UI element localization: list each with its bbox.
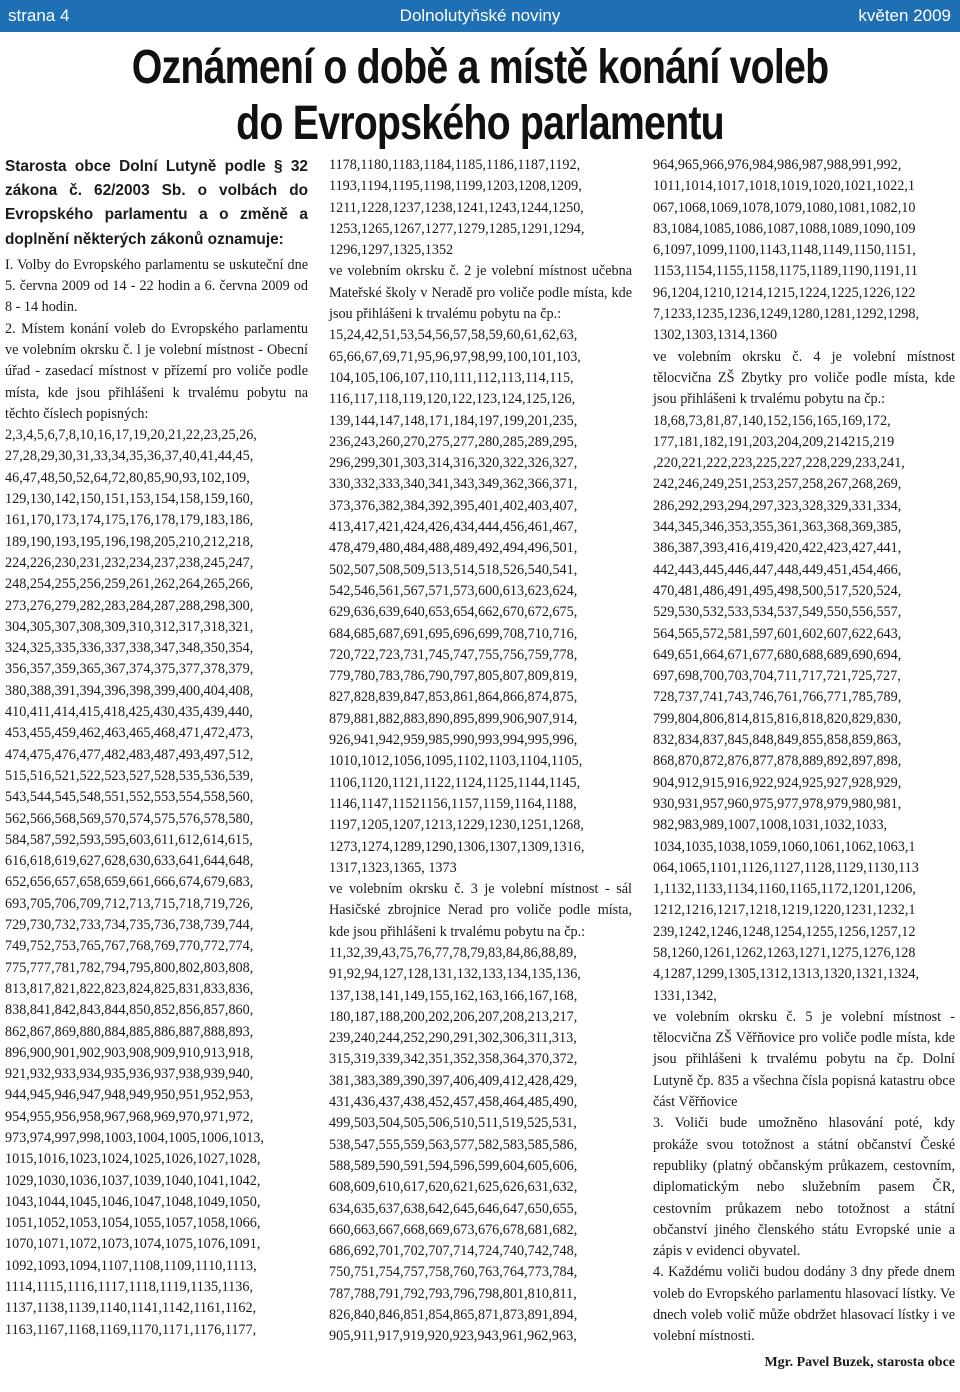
column-2 [329,155,632,1348]
house-numbers-district-3: 11,32,39,43,75,76,77,78,79,83,84,86,88,89, 91,92,94,127,128,131,132,133,134,135,136, 137,138,141,149,155,162,163,166,167,168, 180,187,188,200,202,206,207,208,213,217, 239,240,244,252,290,291,302,306,311,313, 315,319,339,342,351,352,358,364,370,372, 381,383,389,390,397,406,409,412,428,429, 431,436,437,438,452,457,458,464,485,490, 499,503,504,505,506,510,511,519,525,531, 538,547,555,559,563,577,582,583,585,586, 588,589,590,591,594,596,599,604,605,606, 608,609,610,617,620,621,625,626,631,632, 634,635,637,638,642,645,646,647,650,655, 660,663,667,668,669,673,676,678,681,682, 686,692,701,702,707,714,724,740,742,748, 750,751,754,757,758,760,763,764,773,784, 787,788,791,792,793,796,798,801,810,811, 826,840,846,851,854,865,871,873,891,894, 905,911,917,919,920,923,943,961,962,963, [329,944,581,1345]
issue-date: květen 2009 [858,6,951,25]
page-number: strana 4 [8,6,70,25]
signature: Mgr. Pavel Buzek, starosta obce [764,1354,955,1370]
district-2-location: ve volebním okrsku č. 2 je volební místnost učebna Mateřské školy v Neradě pro voliče podle místa, kde jsou přihlášeni k trvalému pobytu na čp.: [329,263,632,323]
house-numbers-district-1-cont: 1178,1180,1183,1184,1185,1186,1187,1192, 1193,1194,1195,1198,1199,1203,1208,1209, 1211,1228,1237,1238,1241,1243,1244,1250, 1253,1265,1267,1277,1279,1285,1291,1294, 1296,1297,1325,1352 [329,157,585,259]
newspaper-name: Dolnolutyňské noviny [399,6,561,25]
paragraph-2: 2. Místem konání voleb do Evropského parlamentu ve volebním okrsku č. l je volební místnost - Obecní úřad - zasedací místnost v přízemí pro voliče podle místa, kde jsou přihlášeni k trvalému pobytu na těchto číslech popisných: [5,320,308,422]
district-5-location: ve volebním okrsku č. 5 je volební místnost - tělocvična ZŠ Věřňovice pro voliče podle místa, kde jsou přihlášeni k trvalému pobytu na čp. Dolní Lutyně čp. 835 a všechna čísla popisná katastru obce část Věřňovice [653,1008,955,1111]
intro-paragraph: Starosta obce Dolní Lutyně podle § 32 zákona č. 62/2003 Sb. o volbách do Evropského parlamentu a o změně a doplnění některých zákonů oznamuje: [5,158,308,248]
paragraph-4: 4. Každému voliči budou dodány 3 dny přede dnem voleb do Evropského parlamentu hlasovací lístky. Ve dnech voleb volič může obdržet hlasovací lístky i ve volební místnosti. [653,1264,955,1345]
article-headline [86,40,873,152]
column-1 [5,155,308,1341]
paragraph-1: I. Volby do Evropského parlamentu se uskuteční dne 5. června 2009 od 14 - 22 hodin a 6. června 2009 od 8 - 14 hodin. [5,256,308,316]
house-numbers-district-3-cont: 964,965,966,976,984,986,987,988,991,992, 1011,1014,1017,1018,1019,1020,1021,1022,1 067,1068,1069,1078,1079,1080,1081,1082,10 83,1084,1085,1086,1087,1088,1089,1090,109 6,1097,1099,1100,1143,1148,1149,1150,1151, 1153,1154,1155,1158,1175,1189,1190,1191,11 96,1204,1210,1214,1215,1224,1225,1226,122 7,1233,1235,1236,1249,1280,1281,1292,1298, 1302,1303,1314,1360 [653,157,920,344]
headline-line-1: Oznámení o době a místě konání voleb [131,41,829,94]
district-3-location: ve volebním okrsku č. 3 je volební místnost - sál Hasičské zbrojnice Nerad pro voliče podle místa, kde jsou přihlášeni k trvalému pobytu na čp.: [329,881,632,940]
paragraph-3: 3. Voliči bude umožněno hlasování poté, kdy prokáže svou totožnost a státní občanství České republiky (platný občanským průkazem, cestovním, diplomatickým nebo služebním pasem ČR, cestovním průkazem nebo totožnost a státní občanství jiného členského státu Evropské unie a zápis v evidenci obyvatel. [653,1115,955,1260]
district-4-location: ve volebním okrsku č. 4 je volební místnost tělocvična ZŠ Zbytky pro voliče podle místa, kde jsou přihlášeni k trvalému pobytu na čp.: [653,348,955,408]
house-numbers-district-2: 15,24,42,51,53,54,56,57,58,59,60,61,62,63, 65,66,67,69,71,95,96,97,98,99,100,101,103, 104,105,106,107,110,111,112,113,114,115, 116,117,118,119,120,122,123,124,125,126, 139,144,147,148,171,184,197,199,201,235, 236,243,260,270,275,277,280,285,289,295, 296,299,301,303,314,316,320,322,326,327, 330,332,333,340,341,343,349,362,366,371, 373,376,382,384,392,395,401,402,403,407, 413,417,421,424,426,434,444,456,461,467, 478,479,480,484,488,489,492,494,496,501, 502,507,508,509,513,514,518,526,540,541, 542,546,561,567,571,573,600,613,623,624, 629,636,639,640,653,654,662,670,672,675, 684,685,687,691,695,696,699,708,710,716, 720,722,723,731,745,747,755,756,759,778, 779,780,783,786,790,797,805,807,809,819, 827,828,839,847,853,861,864,866,874,875, 879,881,882,883,890,895,899,906,907,914, 926,941,942,959,985,990,993,994,995,996, 1010,1012,1056,1095,1102,1103,1104,1105, 1106,1120,1121,1122,1124,1125,1144,1145, 1146,1147,11521156,1157,1159,1164,1188, 1197,1205,1207,1213,1229,1230,1251,1268, 1273,1274,1289,1290,1306,1307,1309,1316, 1317,1323,1365, 1373 [329,327,585,876]
house-numbers-district-1: 2,3,4,5,6,7,8,10,16,17,19,20,21,22,23,25,26, 27,28,29,30,31,33,34,35,36,37,40,41,44,45, 46,47,48,50,52,64,72,80,85,90,93,102,109, 129,130,142,150,151,153,154,158,159,160, 161,170,173,174,175,176,178,179,183,186, 189,190,193,195,196,198,205,210,212,218, 224,226,230,231,232,234,237,238,245,247, 248,254,255,256,259,261,262,264,265,266, 273,276,279,282,283,284,287,288,298,300, 304,305,307,308,309,310,312,317,318,321, 324,325,335,336,337,338,347,348,350,354, 356,357,359,365,367,374,375,377,378,379, 380,388,391,394,396,398,399,400,404,408, 410,411,414,415,418,425,430,435,439,440, 453,455,459,462,463,465,468,471,472,473, 474,475,476,477,482,483,487,493,497,512, 515,516,521,522,523,527,528,535,536,539, 543,544,545,548,551,552,553,554,558,560, 562,566,568,569,570,574,575,576,578,580, 584,587,592,593,595,603,611,612,614,615, 616,618,619,627,628,630,633,641,644,648, 652,656,657,658,659,661,666,674,679,683, 693,705,706,709,712,713,715,718,719,726, 729,730,732,733,734,735,736,738,739,744, 749,752,753,765,767,768,769,770,772,774, 775,777,781,782,794,795,800,802,803,808, 813,817,821,822,823,824,825,831,833,836, 838,841,842,843,844,850,852,856,857,860, 862,867,869,880,884,885,886,887,888,893, 896,900,901,902,903,908,909,910,913,918, 921,932,933,934,935,936,937,938,939,940, 944,945,946,947,948,949,950,951,952,953, 954,955,956,958,967,968,969,970,971,972, 973,974,997,998,1003,1004,1005,1006,1013, 1015,1016,1023,1024,1025,1026,1027,1028, 1029,1030,1036,1037,1039,1040,1041,1042, 1043,1044,1045,1046,1047,1048,1049,1050, 1051,1052,1053,1054,1055,1057,1058,1066, 1070,1071,1072,1073,1074,1075,1076,1091, 1092,1093,1094,1107,1108,1109,1110,1113, 1114,1115,1116,1117,1118,1119,1135,1136, 1137,1138,1139,1140,1141,1142,1161,1162, 1163,1167,1168,1169,1170,1171,1176,1177, [5,427,264,1338]
house-numbers-district-4: 18,68,73,81,87,140,152,156,165,169,172, 177,181,182,191,203,204,209,214215,219 ,220,221,222,223,225,227,228,229,233,241, 242,246,249,251,253,257,258,267,268,269, 286,292,293,294,297,323,328,329,331,334, 344,345,346,353,355,361,363,368,369,385, 386,387,393,416,419,420,422,423,427,441, 442,443,445,446,447,448,449,451,454,466, 470,481,486,491,495,498,500,517,520,524, 529,530,532,533,534,537,549,550,556,557, 564,565,572,581,597,601,602,607,622,643, 649,651,664,671,677,680,688,689,690,694, 697,698,700,703,704,711,717,721,725,727, 728,737,741,743,746,761,766,771,785,789, 799,804,806,814,815,816,818,820,829,830, 832,834,837,845,848,849,855,858,859,863, 868,870,872,876,877,878,889,892,897,898, 904,912,915,916,922,924,925,927,928,929, 930,931,957,960,975,977,978,979,980,981, 982,983,989,1007,1008,1031,1032,1033, 1034,1035,1038,1059,1060,1061,1062,1063,1 064,1065,1101,1126,1127,1128,1129,1130,113 1,1132,1133,1134,1160,1165,1172,1201,1206, 1212,1216,1217,1218,1219,1220,1231,1232,1 239,1242,1246,1248,1254,1255,1256,1257,12 58,1260,1261,1262,1263,1271,1275,1276,128 4,1287,1299,1305,1312,1313,1320,1321,1324, 1331,1342, [653,412,920,1004]
headline-line-2: do Evropského parlamentu [236,97,724,150]
column-3 [653,155,955,1373]
page-header-bar [0,0,960,32]
